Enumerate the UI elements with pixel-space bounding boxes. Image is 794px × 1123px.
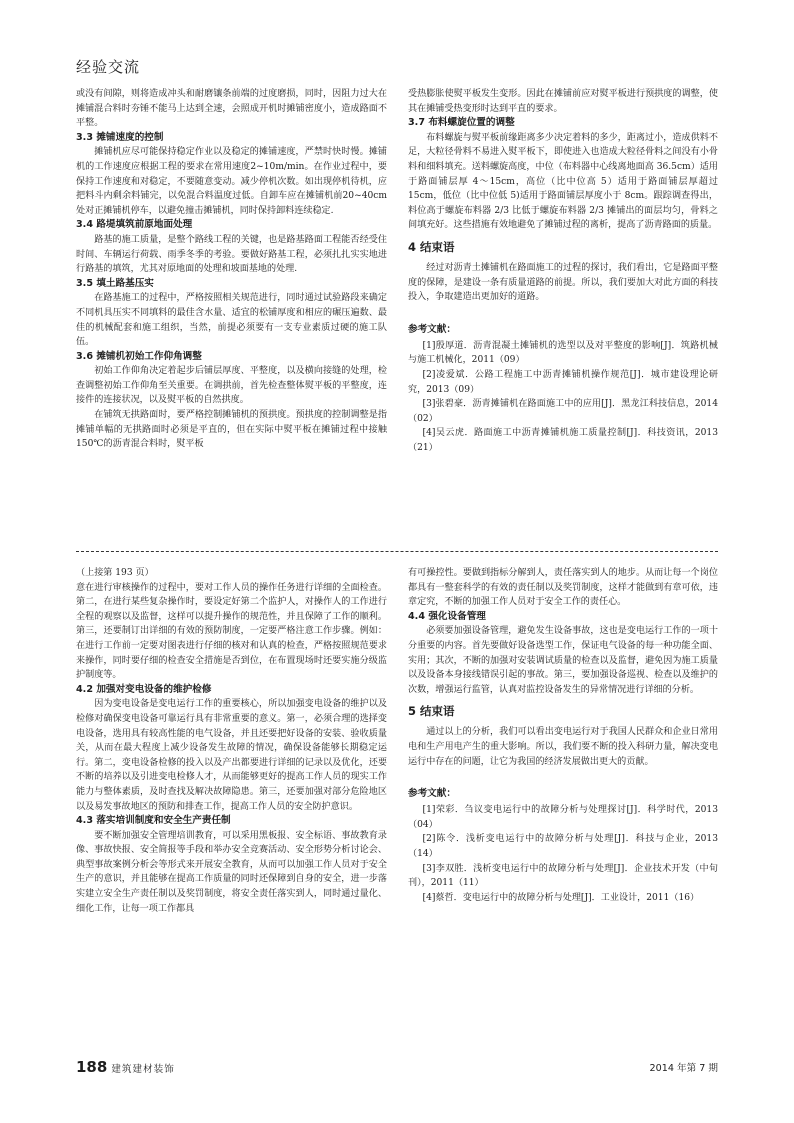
paragraph: 通过以上的分析，我们可以看出变电运行对于我国人民群众和企业日常用电和生产用电产生的重大影响。所以，我们要不断的投入科研力量，解决变电运行中存在的问题，让它为我国的经济发展做出更大的贡献。 (408, 727, 718, 767)
reference-item: [3]李双胜．浅析变电运行中的故障分析与处理[J]．企业技术开发（中旬刊），2011（11） (408, 863, 718, 889)
section-heading: 4.3 落实培训制度和安全生产责任制 (76, 815, 231, 827)
paragraph: 要不断加强安全管理培训教育，可以采用黑板报、安全标语、事故教育录像、事故快报、安全简报等手段和举办安全竞赛活动、安全形势分析讨论会、典型事故案例分析会等形式来开展安全教育，从而可以加强工作人员对于安全生产的意识，并且能够在提高工作质量的同时还保障到自身的安全，进一步落实建立安全生产责任制以及奖罚制度，将安全责任落实到人，同时通过量化、细化工作，让每一项工作都具 (76, 830, 387, 914)
paragraph: （上接第 193 页） (76, 568, 154, 578)
reference-item: [2]陈令．浅析变电运行中的故障分析与处理[J]．科技与企业，2013（14） (408, 834, 718, 859)
paragraph: 或没有间隙，则将造成冲头和耐磨镶条前端的过度磨损，同时，因阻力过大在摊铺混合料时夯锤不能马上达到全速，会照成开机时摊铺密度小，造成路面不平整。 (76, 89, 387, 129)
paragraph: 路基的施工质量，是整个路线工程的关键，也是路基路面工程能否经受住时间、车辆运行荷载、雨季冬季的考验。要做好路基工程，必须扎扎实实地进行路基的填筑，尤其对原地面的处理和坡面基地的处理. (76, 234, 387, 275)
paragraph: 在铺筑无拱路面时，要严格控制摊铺机的预拱度。预拱度的控制调整是指摊铺单幅的无拱路面时必须是平直的，但在实际中熨平板在摊铺过程中接触150℃的沥青混合料时，熨平板 (76, 410, 387, 450)
paragraph: 受热膨胀使熨平板发生变形。因此在摊铺前应对熨平板进行预拱度的调整，使其在摊铺受热变形时达到平直的要求。 (408, 89, 718, 114)
paragraph: 有可操控性。要做到指标分解到人，责任落实到人的地步。从而让每一个岗位都具有一整套科学的有效的责任制以及奖罚制度，这样才能做到有章可依，违章定究，不断的加强工作人员对于安全工作的责任心。 (408, 568, 718, 608)
paragraph: 意在进行审核操作的过程中，要对工作人员的操作任务进行详细的全面检查。第二，在进行某些复杂操作时，要设定好第二个监护人，对操作人的工作进行全程的观察以及监督，这样可以提升操作的规范性，并且保障了工作的顺利。第三，还要制订出详细的有效的预防制度，一定要严格注意工作步骤。例如：在进行工作前一定要对图表进行仔细的核对和认真的检查，严格按照规范要求来操作，同时要仔细的检查安全措施是否到位，在布置现场时还要实施分级监护制度等。 (76, 582, 387, 681)
chapter-heading: 4 结束语 (408, 239, 455, 254)
section-heading: 3.5 填土路基压实 (76, 277, 154, 289)
reference-item: [4]蔡哲．变电运行中的故障分析与处理[J]．工业设计，2011（16） (422, 892, 700, 903)
section-heading: 3.7 布料螺旋位置的调整 (408, 117, 515, 129)
paragraph: 必须要加强设备管理，避免发生设备事故，这也是变电运行工作的一项十分重要的内容。首先要做好设备选型工作，保证电气设备的每一种功能全面、实用；其次，不断的加强对安装调试质量的检查以及监督，避免因为施工质量以及设备本身接线错误引起的事故。第三，要加强设备巡视、检查以及维护的次数，增强运行监管，认真对监控设备发生的异常情况进行详细的分析。 (408, 626, 718, 695)
spacer (408, 305, 718, 315)
chapter-heading: 5 结束语 (408, 704, 455, 719)
top-right-column (408, 87, 718, 545)
section-divider (76, 551, 718, 552)
magazine-name: 建筑建材装饰 (111, 1064, 175, 1075)
reference-item: [2]凌爱斌．公路工程施工中沥青摊铺机操作规范[J]．城市建设理论研究，2013（09） (408, 369, 718, 395)
paragraph: 在路基施工的过程中，严格按照相关规范进行，同时通过试验路段来确定不同机具压实不同填料的最佳含水量、适宜的松铺厚度和相应的碾压遍数、最佳的机械配套和施工组织，当然，前提必须要有一支专业素质过硬的施工队伍。 (76, 293, 387, 348)
reference-item: [1]荣彩．刍议变电运行中的故障分析与处理探讨[J]．科学时代，2013（04） (408, 805, 718, 830)
paragraph: 因为变电设备是变电运行工作的重要核心，所以加强变电设备的维护以及检修对确保变电设备可靠运行具有非常重要的意义。第一，必须合理的选择变电设备，选用具有较高性能的电气设备，并且还要把好设备的安装、验收质量关，从而在最大程度上减少设备发生故障的情况，确保设备能够长期稳定运行。第二，变电设备检修的投入以及产出都要进行详细的记录以及优化，还要不断的培养以及引进变电检修人才，从而能够更好的提高工作人员的现实工作能力与整体素质，及时查找及解决故障隐患。第三，还要加强对部分危险地区以及易发事故地区的预防和排查工作，提高工作人员的安全防护意识。 (76, 699, 387, 812)
reference-item: [4]吴云虎．路面施工中沥青摊铺机施工质量控制[J]．科技资讯，2013（21） (408, 428, 718, 453)
section-heading: 3.3 摊铺速度的控制 (76, 131, 164, 143)
paragraph: 布料螺旋与熨平板前缘距离多少决定着料的多少，距离过小，造成供料不足，大粒径骨料不易进入熨平板下，即使进入也造成大粒径骨料之间没有小骨料和细料填充。送料螺旋高度，中位（布料器中心线离地面高 36.5cm）适用于路面铺层厚 4～15cm，高位（比中位高 5）适用于路面铺层厚超过 15cm，低位（比中位低 5)适用于路面铺层厚度小于 8cm。跟踪调查得出，料位高于螺旋布料器 2/3 比低于螺旋布料器 2/3 摊铺出的面层均匀，骨料之间填充好。这些措施有效地避免了摊铺过程的离析，提高了沥青路面的质量。 (408, 132, 718, 231)
bottom-right-column (408, 566, 718, 1046)
page-number: 188 (76, 1058, 108, 1076)
section-heading: 3.6 摊铺机初始工作仰角调整 (76, 350, 202, 362)
paragraph: 经过对沥青土摊铺机在路面施工的过程的探讨，我们看出，它是路面平整度的保障，是建设一条有质量道路的前提。所以，我们要加大对此方面的科技投入，争取建造出更加好的道路。 (408, 262, 718, 303)
paragraph: 初始工作仰角决定着起步后铺层厚度、平整度，以及横向接缝的处理，检查调整初始工作仰角至关重要。在调拱前，首先检查整体熨平板的平整度，连接件的连接状况，以及熨平板的自然拱度。 (76, 366, 387, 406)
paragraph: 摊铺机应尽可能保持稳定作业以及稳定的摊铺速度，严禁时快时慢。摊铺机的工作速度应根据工程的要求在常用速度2~10m/min。在作业过程中，要保持工作速度和对稳定，不要随意变动。减少停机次数。如出现停机待机，应把料斗内剩余料铺完，以免混合料温度过低。自卸车应在摊铺机前20~40cm处对正摊铺机停车，以避免撞击摊铺机，同时保持卸料连续稳定. (76, 147, 387, 216)
references-heading: 参考文献： (408, 323, 456, 335)
section-heading: 3.4 路堤填筑前原地面处理 (76, 219, 193, 231)
spacer (408, 769, 718, 779)
section-heading: 4.4 强化设备管理 (408, 610, 486, 622)
section-heading: 4.2 加强对变电设备的维护检修 (76, 683, 212, 695)
references-heading: 参考文献： (408, 788, 456, 800)
section-header: 经验交流 (76, 58, 141, 76)
reference-item: [3]张碧豪．沥青摊铺机在路面施工中的应用[J]．黑龙江科技信息，2014（02） (408, 399, 718, 424)
issue-label: 2014 年第 7 期 (649, 1063, 718, 1074)
reference-item: [1]殷厚道．沥青混凝土摊铺机的选型以及对平整度的影响[J]．筑路机械与施工机械化，2011（09） (408, 340, 718, 366)
top-left-column (76, 87, 387, 545)
bottom-left-column (76, 566, 387, 1046)
page-footer (76, 1057, 175, 1076)
